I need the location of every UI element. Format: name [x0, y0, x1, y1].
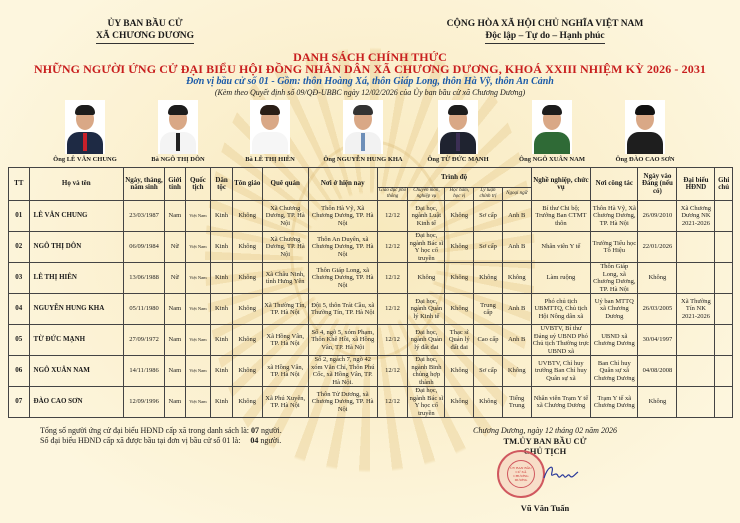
summary-elected-unit: người. — [260, 436, 282, 445]
cell-ethnicity: Kinh — [211, 232, 233, 263]
cell-gender: Nam — [165, 294, 186, 325]
table-row — [9, 294, 733, 325]
candidate-photo-card — [585, 100, 705, 164]
stamp-text: ỦY BAN BẦU CỬ XÃ CHƯƠNG DƯƠNG — [507, 460, 535, 488]
cell-gender: Nam — [165, 387, 186, 418]
cell-party-date: 22/01/2026 — [638, 232, 677, 263]
cell-tt: 02 — [9, 232, 30, 263]
cell-tt: 04 — [9, 294, 30, 325]
col-delegate: Đại biểu HĐND — [677, 168, 715, 201]
cell-ethnicity: Kinh — [211, 387, 233, 418]
cell-religion: Không — [232, 325, 262, 356]
national-title: CỘNG HÒA XÃ HỘI CHỦ NGHĨA VIỆT NAM — [446, 19, 644, 29]
col-hometown: Quê quán — [262, 168, 308, 201]
cell-edu-language: Tiếng Trung — [502, 387, 531, 418]
cell-workplace: Thôn Hà Vỹ, Xã Chương Dương, TP. Hà Nội — [591, 201, 638, 232]
cell-edu-general: 12/12 — [377, 294, 408, 325]
col-nationality: Quốc tịch — [185, 168, 211, 201]
cell-hometown: Xã Phú Xuyên, TP. Hà Nội — [262, 387, 308, 418]
cell-hometown: Xã Chương Dương, TP. Hà Nội — [262, 201, 308, 232]
photo-caption: Bà NGÔ THỊ DÔN — [151, 156, 205, 163]
table-row — [9, 263, 733, 294]
cell-edu-academic: Không — [445, 294, 474, 325]
cell-edu-professional: Đại học, ngành Quản lý đất đai — [408, 325, 445, 356]
cell-residence: Đội 5, thôn Trát Cầu, xã Thường Tín, TP. Hà Nội — [308, 294, 377, 325]
cell-religion: Không — [232, 387, 262, 418]
cell-occupation: Nhân viên Trạm Y tế xã Chương Dương — [531, 387, 591, 418]
cell-delegate — [677, 232, 715, 263]
cell-dob: 12/09/1996 — [124, 387, 165, 418]
decision-note: (Kèm theo Quyết định số 09/QĐ-UBBC ngày 12/02/2026 của Ủy ban bầu cử xã Chương Dương) — [214, 88, 526, 97]
table-row — [9, 356, 733, 387]
cell-residence: Số 4, ngõ 5, xóm Phạm, Thôn Khê Hồi, xã Hồng Vân, TP. Hà Nội — [308, 325, 377, 356]
cell-residence: Thôn Giáp Long, xã Chương Dương, TP. Hà Nội — [308, 263, 377, 294]
cell-delegate: Xã Thường Tín NK 2021-2026 — [677, 294, 715, 325]
handwritten-signature-icon — [540, 462, 580, 484]
cell-tt: 07 — [9, 387, 30, 418]
cell-religion: Không — [232, 232, 262, 263]
cell-occupation: Làm ruộng — [531, 263, 591, 294]
summary-total — [40, 426, 282, 436]
cell-edu-professional: Không — [408, 263, 445, 294]
cell-religion: Không — [232, 356, 262, 387]
cell-hometown: Xã Thường Tín, TP. Hà Nội — [262, 294, 308, 325]
col-edu-political: Lý luận chính trị — [474, 188, 503, 201]
cell-workplace: Trường Tiểu học Tô Hiệu — [591, 232, 638, 263]
cell-edu-academic: Không — [445, 263, 474, 294]
col-edu-general: Giáo dục phổ thông — [378, 188, 407, 199]
table-row — [9, 232, 733, 263]
cell-edu-language: Anh B — [502, 232, 531, 263]
cell-ethnicity: Kinh — [211, 356, 233, 387]
cell-party-date: 04/08/2008 — [638, 356, 677, 387]
cell-edu-language: Không — [502, 263, 531, 294]
cell-tt: 05 — [9, 325, 30, 356]
cell-workplace: Uỷ ban MTTQ xã Chương Dương — [591, 294, 638, 325]
cell-delegate — [677, 356, 715, 387]
cell-nationality: Việt Nam — [185, 263, 211, 294]
cell-note — [715, 232, 733, 263]
cell-dob: 13/06/1988 — [124, 263, 165, 294]
candidate-portrait-icon — [438, 100, 478, 154]
candidate-portrait-icon — [343, 100, 383, 154]
cell-residence: Thôn Tử Dương, xã Chương Dương, TP. Hà Nội — [308, 387, 377, 418]
cell-nationality: Việt Nam — [185, 325, 211, 356]
cell-edu-general: 12/12 — [377, 356, 408, 387]
cell-tt: 03 — [9, 263, 30, 294]
cell-party-date: Không — [638, 387, 677, 418]
summary-elected — [40, 436, 282, 446]
issuer-header — [80, 18, 210, 44]
col-religion: Tôn giáo — [232, 168, 262, 201]
cell-workplace: Ban Chỉ huy Quân sự xã Chương Dương — [591, 356, 638, 387]
signer-organization: TM.ỦY BAN BẦU CỬ — [503, 436, 587, 446]
cell-edu-political: Sơ cấp — [474, 356, 503, 387]
col-education: Trình độ — [377, 168, 531, 188]
col-party-date: Ngày vào Đảng (nếu có) — [638, 168, 677, 201]
cell-name: LÊ THỊ HIÊN — [29, 263, 123, 294]
cell-edu-academic: Thạc sĩ Quản lý đất đai — [445, 325, 474, 356]
cell-edu-general: 12/12 — [377, 387, 408, 418]
cell-residence: Thôn An Duyên, xã Chương Dương, TP. Hà Nội — [308, 232, 377, 263]
candidate-photos — [0, 100, 740, 164]
cell-nationality: Việt Nam — [185, 294, 211, 325]
candidate-portrait-icon — [65, 100, 105, 154]
candidate-table — [8, 167, 733, 418]
cell-name: LÊ VĂN CHUNG — [29, 201, 123, 232]
cell-name: NGUYỄN HUNG KHA — [29, 294, 123, 325]
cell-dob: 14/11/1986 — [124, 356, 165, 387]
cell-edu-language: Anh B — [502, 325, 531, 356]
cell-edu-professional: Đại học, ngành Luật Kinh tế — [408, 201, 445, 232]
cell-gender: Nam — [165, 325, 186, 356]
cell-occupation: Nhân viên Y tế — [531, 232, 591, 263]
cell-gender: Nữ — [165, 232, 186, 263]
cell-religion: Không — [232, 201, 262, 232]
cell-note — [715, 387, 733, 418]
cell-name: NGÔ THỊ DÔN — [29, 232, 123, 263]
cell-dob: 27/09/1972 — [124, 325, 165, 356]
col-residence: Nơi ở hiện nay — [308, 168, 377, 201]
electoral-unit: Đơn vị bầu cử số 01 - Gồm: thôn Hoàng Xá, thôn Giáp Long, thôn Hà Vỹ, thôn An Cảnh — [186, 76, 554, 87]
cell-residence: Số 2, ngách 7, ngõ 42 xóm Văn Chỉ, Thôn Phú Cốc, xã Hồng Vân, TP. Hà Nội. — [308, 356, 377, 387]
cell-workplace: Thôn Giáp Long, xã Chương Dương, TP. Hà Nội — [591, 263, 638, 294]
cell-occupation: Bí thư Chi bộ; Trưởng Ban CTMT thôn — [531, 201, 591, 232]
cell-nationality: Việt Nam — [185, 356, 211, 387]
cell-ethnicity: Kinh — [211, 325, 233, 356]
cell-edu-language: Không — [502, 356, 531, 387]
cell-party-date: 26/03/2005 — [638, 294, 677, 325]
document-title-line2: NHỮNG NGƯỜI ỨNG CỬ ĐẠI BIỂU HỘI ĐỒNG NHÂN DÂN XÃ CHƯƠNG DƯƠNG, KHOÁ XXIII NHIỆM KỲ 2026 - 2031 — [33, 62, 707, 76]
cell-edu-language: Anh B — [502, 294, 531, 325]
table-row — [9, 201, 733, 232]
cell-dob: 23/03/1987 — [124, 201, 165, 232]
cell-party-date: 30/04/1997 — [638, 325, 677, 356]
cell-residence: Thôn Hà Vỹ, Xã Chương Dương, TP. Hà Nội — [308, 201, 377, 232]
cell-note — [715, 294, 733, 325]
cell-edu-political: Trung cấp — [474, 294, 503, 325]
cell-occupation: UVBTV, Bí thư Đảng uỷ UBND Phó Chủ tịch Thường trực UBND xã — [532, 325, 590, 355]
summary — [40, 426, 282, 446]
table-row — [9, 325, 733, 356]
cell-note — [715, 263, 733, 294]
cell-workplace: UBND xã Chương Dương — [591, 325, 638, 356]
cell-edu-professional: Đại học, ngành Bác sĩ Y học cổ truyền — [409, 387, 444, 417]
cell-edu-general: 12/12 — [377, 232, 408, 263]
cell-dob: 06/09/1984 — [124, 232, 165, 263]
photo-caption: Ông ĐÀO CAO SƠN — [615, 156, 675, 163]
cell-delegate — [677, 325, 715, 356]
cell-nationality: Việt Nam — [185, 387, 211, 418]
candidate-portrait-icon — [625, 100, 665, 154]
cell-tt: 06 — [9, 356, 30, 387]
cell-gender: Nam — [165, 201, 186, 232]
cell-hometown: Xã Hồng Vân, TP. Hà Nội — [262, 325, 308, 356]
col-edu-academic: Học hàm, học vị — [445, 188, 474, 201]
candidate-portrait-icon — [158, 100, 198, 154]
cell-note — [715, 201, 733, 232]
summary-elected-label: Số đại biểu HĐND cấp xã được bầu tại đơn vị bầu cử số 01 là: — [40, 436, 241, 445]
document-title: DANH SÁCH CHÍNH THỨC — [293, 50, 447, 64]
cell-note — [715, 356, 733, 387]
photo-caption: Ông TỪ ĐỨC MẠNH — [427, 156, 489, 163]
signature-block — [470, 426, 620, 456]
cell-hometown: Xã Châu Ninh, tỉnh Hưng Yên — [262, 263, 308, 294]
cell-tt: 01 — [9, 201, 30, 232]
issuer-line2: XÃ CHƯƠNG DƯƠNG — [96, 30, 194, 44]
cell-edu-political: Cao cấp — [474, 325, 503, 356]
cell-edu-academic: Không — [445, 387, 474, 418]
national-header — [395, 18, 695, 44]
col-dob: Ngày, tháng, năm sinh — [124, 168, 165, 201]
col-edu-professional: Chuyên môn, nghiệp vụ — [408, 188, 445, 201]
cell-delegate: Xã Chương Dương NK 2021-2026 — [677, 201, 715, 232]
cell-edu-political: Không — [474, 263, 503, 294]
national-motto: Độc lập – Tự do – Hạnh phúc — [485, 30, 604, 44]
cell-nationality: Việt Nam — [185, 232, 211, 263]
col-gender: Giới tính — [165, 168, 186, 201]
cell-gender: Nam — [165, 356, 186, 387]
cell-edu-professional: Đại học, ngành Quản lý Kinh tế — [408, 294, 445, 325]
cell-edu-academic: Không — [445, 356, 474, 387]
col-ethnicity: Dân tộc — [211, 168, 233, 201]
cell-delegate — [677, 387, 715, 418]
cell-hometown: xã Hồng Vân, TP. Hà Nội — [262, 356, 308, 387]
cell-workplace: Trạm Y tế xã Chương Dương — [591, 387, 638, 418]
cell-edu-general: 12/12 — [377, 201, 408, 232]
photo-caption: Ông LÊ VĂN CHUNG — [53, 156, 117, 163]
cell-religion: Không — [232, 294, 262, 325]
official-stamp-icon — [497, 450, 545, 498]
cell-gender: Nữ — [165, 263, 186, 294]
issuer-line1: ỦY BAN BẦU CỬ — [107, 19, 183, 29]
cell-edu-political: Sơ cấp — [474, 232, 503, 263]
cell-occupation: UVBTV, Chỉ huy trưởng Ban Chỉ huy Quân sự xã — [531, 356, 591, 387]
cell-edu-political: Sơ cấp — [474, 201, 503, 232]
signer-role: CHỦ TỊCH — [523, 446, 567, 456]
col-edu-language: Ngoại ngữ — [502, 188, 531, 201]
cell-edu-academic: Không — [445, 201, 474, 232]
cell-ethnicity: Kinh — [211, 201, 233, 232]
cell-delegate — [677, 263, 715, 294]
signer-name: Vũ Văn Tuấn — [520, 503, 570, 513]
cell-religion: Không — [232, 263, 262, 294]
summary-total-value: 07 — [250, 426, 259, 435]
col-name: Họ và tên — [29, 168, 123, 201]
cell-edu-language: Anh B — [502, 201, 531, 232]
photo-caption: Bà LÊ THỊ HIÊN — [245, 156, 295, 163]
col-occupation: Nghề nghiệp, chức vụ — [531, 168, 591, 201]
cell-edu-general: 12/12 — [377, 263, 408, 294]
cell-name: NGÔ XUÂN NAM — [29, 356, 123, 387]
cell-dob: 05/11/1980 — [124, 294, 165, 325]
candidate-portrait-icon — [532, 100, 572, 154]
cell-name: TỪ ĐỨC MẠNH — [29, 325, 123, 356]
cell-edu-academic: Không — [445, 232, 474, 263]
cell-party-date: 26/09/2010 — [638, 201, 677, 232]
table-row — [9, 387, 733, 418]
place-date: Chương Dương, ngày 12 tháng 02 năm 2026 — [473, 426, 617, 435]
cell-note — [715, 325, 733, 356]
summary-elected-value: 04 — [250, 436, 259, 445]
cell-hometown: Xã Chương Dương, TP. Hà Nội — [262, 232, 308, 263]
cell-ethnicity: Kinh — [211, 263, 233, 294]
cell-edu-professional: Đại học, ngành Bác sĩ Y học cổ truyền — [409, 232, 444, 262]
col-note: Ghi chú — [715, 168, 733, 201]
cell-occupation: Phó chủ tịch UBMTTQ, Chủ tịch Hội Nông dân xã — [531, 294, 591, 325]
col-workplace: Nơi công tác — [591, 168, 638, 201]
summary-total-unit: người. — [260, 426, 282, 435]
cell-edu-professional: Đại học, ngành Binh chủng hợp thành — [408, 356, 445, 387]
cell-ethnicity: Kinh — [211, 294, 233, 325]
cell-edu-general: 12/12 — [377, 325, 408, 356]
photo-caption: Ông NGÔ XUÂN NAM — [519, 156, 585, 163]
cell-nationality: Việt Nam — [185, 201, 211, 232]
photo-caption: Ông NGUYỄN HUNG KHA — [323, 156, 403, 163]
cell-party-date: Không — [638, 263, 677, 294]
summary-total-label: Tổng số người ứng cử đại biểu HĐND cấp xã trong danh sách là: — [40, 426, 249, 435]
candidate-portrait-icon — [250, 100, 290, 154]
col-tt: TT — [9, 168, 30, 201]
cell-name: ĐÀO CAO SƠN — [29, 387, 123, 418]
cell-edu-political: Không — [474, 387, 503, 418]
